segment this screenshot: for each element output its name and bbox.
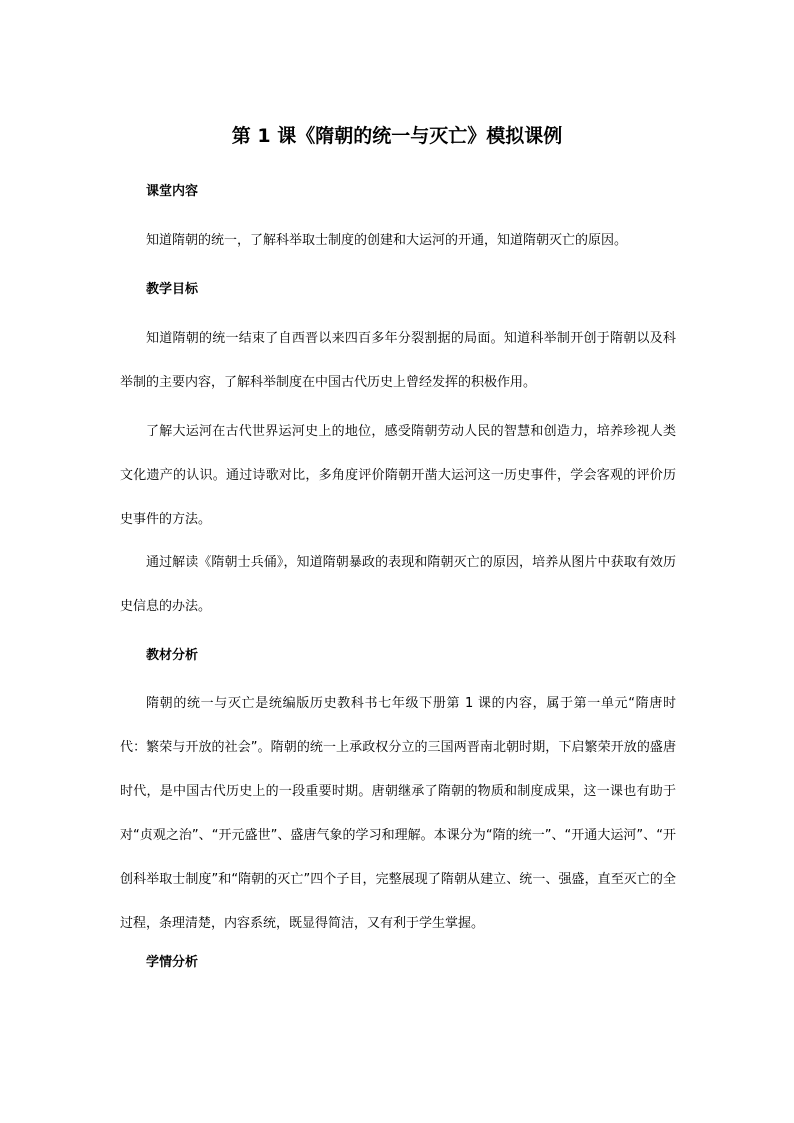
paragraph-teaching-goals-1: 知道隋朝的统一结束了自西晋以来四百多年分裂割据的局面。知道科举制开创于隋朝以及科举制的主要内容，了解科举制度在中国古代历史上曾经发挥的积极作用。 xyxy=(120,331,676,390)
section-heading-teaching-goals: 教学目标 xyxy=(146,282,199,297)
section-heading-material-analysis: 教材分析 xyxy=(146,648,199,663)
section-heading-learner-analysis: 学情分析 xyxy=(146,955,199,970)
paragraph-teaching-goals-2: 了解大运河在古代世界运河史上的地位，感受隋朝劳动人民的智慧和创造力，培养珍视人类文化遗产的认识。通过诗歌对比，多角度评价隋朝开凿大运河这一历史事件，学会客观的评价历史事件的方法。 xyxy=(120,424,676,527)
paragraph-teaching-goals-3: 通过解读《隋朝士兵俑》，知道隋朝暴政的表现和隋朝灭亡的原因，培养从图片中获取有效历史信息的办法。 xyxy=(120,555,676,614)
paragraph-material-analysis: 隋朝的统一与灭亡是统编版历史教科书七年级下册第 1 课的内容，属于第一单元“隋唐时代：繁荣与开放的社会”。隋朝的统一上承政权分立的三国两晋南北朝时期，下启繁荣开放的盛唐时代，是中国古代历史上的一段重要时期。唐朝继承了隋朝的物质和制度成果，这一课也有助于对“贞观之治”、“开元盛世”、盛唐气象的学习和理解。本课分为“隋的统一”、“开通大运河”、“开创科举取士制度”和“隋朝的灭亡”四个子目，完整展现了隋朝从建立、统一、强盛，直至灭亡的全过程，条理清楚，内容系统，既显得简洁，又有利于学生掌握。 xyxy=(120,696,676,931)
paragraph-classroom-content: 知道隋朝的统一，了解科举取士制度的创建和大运河的开通，知道隋朝灭亡的原因。 xyxy=(146,233,628,248)
section-heading-classroom-content: 课堂内容 xyxy=(146,184,199,199)
page-title: 第 1 课《隋朝的统一与灭亡》模拟课例 xyxy=(231,125,563,147)
